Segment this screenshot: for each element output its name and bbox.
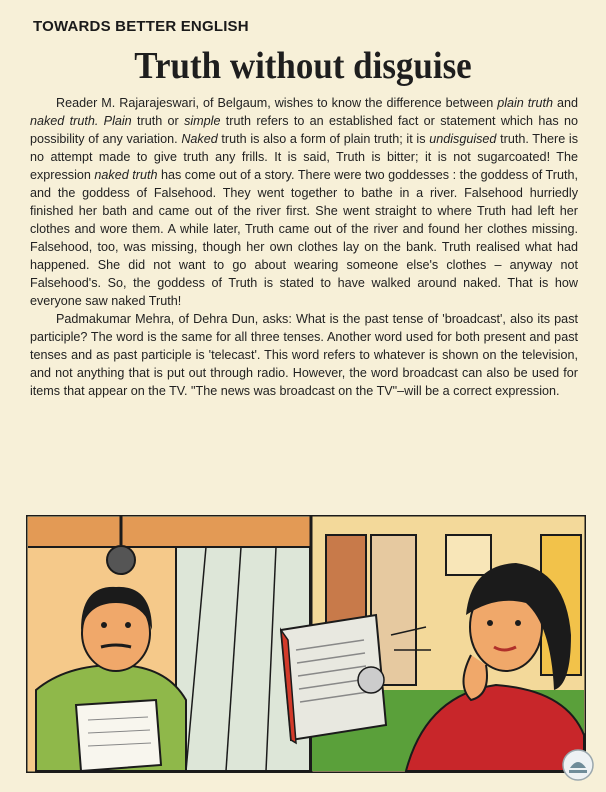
section-label: TOWARDS BETTER ENGLISH (33, 18, 249, 35)
italic-term: naked truth. (30, 114, 99, 128)
wall-frame (446, 535, 491, 575)
paragraph-broadcast: Padmakumar Mehra, of Dehra Dun, asks: What is the past tense of 'broadcast', also its past participle? The word is the same for all three tenses. Another word used for both present and past tenses and as past participle is 'telecast'. This word refers to whatever is shown on the television, and not anything that is put out through radio. However, the word broadcast can also be used for items that appear on the TV. "The news was broadcast on the TV"–will be a correct expression. (30, 312, 578, 398)
script-paper (76, 700, 161, 771)
publisher-logo-icon (561, 748, 595, 782)
italic-term: Plain (103, 114, 132, 128)
italic-term: simple (184, 114, 221, 128)
text-run: has come out of a story. There were two goddesses : the goddess of Truth, and the goddess of Falsehood. They went together to bathe in a river. Falsehood hurriedly finished her bath and came out of the river first. She went straight to where Truth had left her clothes and wore them. A while later, Truth came out of the river and found her clothes missing. Falsehood, too, was missing, though her own clothes lay on the bank. Truth realised what had happened. She did not want to go about wearing someone else's clothes – anyway not Falsehood's. So, the goddess of Truth is stated to have walked around naked. That is how everyone saw naked Truth! (30, 168, 578, 308)
italic-term: plain truth (497, 96, 553, 110)
microphone-icon (107, 546, 135, 574)
studio-panel (28, 515, 310, 771)
text-run: truth is also a form of plain truth; it is (217, 132, 430, 146)
radio-icon (281, 615, 386, 743)
text-run: Reader M. Rajarajeswari, of Belgaum, wishes to know the difference between (56, 96, 498, 110)
home-panel (281, 515, 584, 773)
text-run: truth. There is no attempt made to give truth any frills. It is said, Truth is bitter; it is not sugarcoated! The expression (30, 132, 579, 182)
italic-term: naked truth (94, 168, 158, 182)
comic-illustration (26, 515, 586, 773)
text-run: truth or (131, 114, 185, 128)
paragraph-naked-truth (30, 94, 578, 310)
italic-term: Naked (181, 132, 218, 146)
article-title: Truth without disguise (134, 45, 472, 87)
italic-term: undisguised (429, 132, 497, 146)
article-body (30, 94, 578, 400)
text-run: and (553, 96, 578, 110)
text-run: truth refers to an established fact or statement which has no possibility of any variation. (30, 114, 578, 146)
